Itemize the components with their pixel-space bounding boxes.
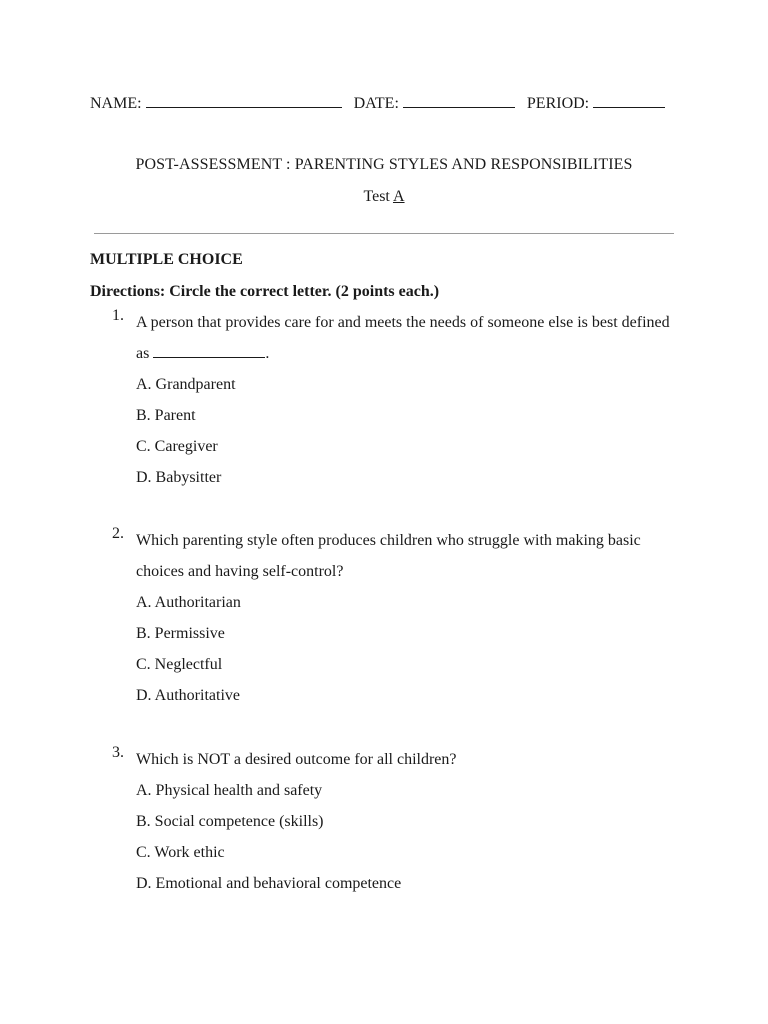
option-a[interactable]: A. Authoritarian: [136, 594, 241, 611]
horizontal-divider: [94, 233, 674, 234]
option-d[interactable]: D. Emotional and behavioral competence: [136, 875, 402, 892]
section-heading: MULTIPLE CHOICE: [90, 251, 243, 268]
period-label: PERIOD:: [526, 95, 590, 112]
option-b[interactable]: B. Parent: [136, 407, 196, 424]
option-c[interactable]: C. Caregiver: [136, 438, 218, 455]
question-1: [112, 307, 672, 493]
test-version-letter: A: [392, 188, 405, 205]
option-a[interactable]: A. Physical health and safety: [136, 782, 323, 799]
answer-blank: [153, 343, 265, 358]
student-info-line: [90, 93, 665, 113]
date-label: DATE:: [353, 95, 399, 112]
page-title: POST-ASSESSMENT : PARENTING STYLES AND RESPONSIBILITIES: [135, 156, 633, 173]
answer-options: [136, 775, 672, 899]
question-text: Which parenting style often produces children who struggle with making basic choices and having self-control?: [136, 532, 641, 580]
question-number: 2.: [112, 525, 124, 542]
name-label: NAME:: [90, 95, 142, 112]
option-d[interactable]: D. Babysitter: [136, 469, 222, 486]
section-directions: Directions: Circle the correct letter. (2 points each.): [90, 283, 440, 300]
option-b[interactable]: B. Social competence (skills): [136, 813, 324, 830]
question-number: 1.: [112, 307, 124, 324]
question-text-before: A person that provides care for and meets the needs of someone else is best defined as: [136, 314, 670, 362]
option-c[interactable]: C. Work ethic: [136, 844, 225, 861]
question-text: Which is NOT a desired outcome for all children?: [136, 751, 457, 768]
option-d[interactable]: D. Authoritative: [136, 687, 240, 704]
question-2: [112, 525, 672, 711]
question-number: 3.: [112, 744, 124, 761]
answer-options: [136, 587, 672, 711]
option-c[interactable]: C. Neglectful: [136, 656, 223, 673]
option-b[interactable]: B. Permissive: [136, 625, 225, 642]
question-text-after: .: [265, 345, 270, 362]
period-blank: [593, 93, 665, 108]
question-text: [136, 307, 672, 369]
date-blank: [403, 93, 515, 108]
test-version-prefix: Test: [363, 188, 393, 205]
question-3: [112, 744, 672, 899]
test-version: [0, 188, 768, 206]
name-blank: [146, 93, 342, 108]
answer-options: [136, 369, 672, 493]
option-a[interactable]: A. Grandparent: [136, 376, 236, 393]
